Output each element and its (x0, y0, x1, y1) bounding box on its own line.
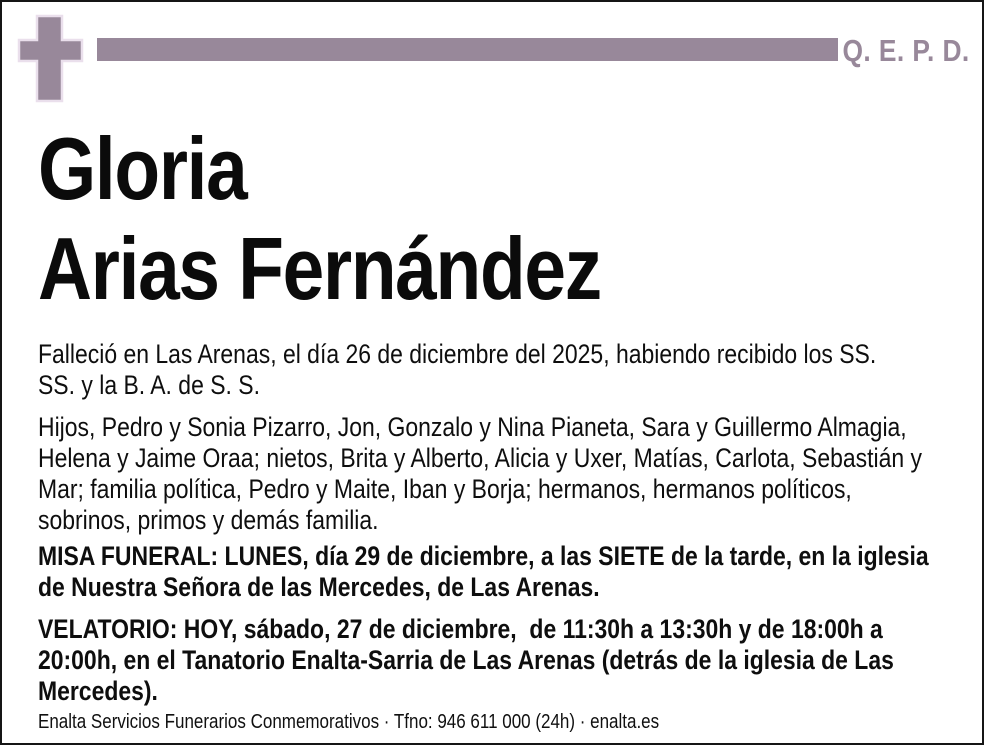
header-rule (97, 38, 838, 61)
funeral-home-footer: Enalta Servicios Funerarios Conmemorativos · Tfno: 946 611 000 (24h) · enalta.es (38, 711, 660, 733)
deceased-last-name: Arias Fernández (38, 219, 601, 318)
family-list: Hijos, Pedro y Sonia Pizarro, Jon, Gonzalo y Nina Pianeta, Sara y Guillermo Almagia, Helena y Jaime Oraa; nietos, Brita y Alberto, Alicia y Uxer, Matías, Carlota, Sebastián y Mar; familia política, Pedro y Maite, Iban y Borja; hermanos, hermanos políticos, sobrinos, primos y demás familia. (38, 412, 929, 535)
deceased-first-name: Gloria (38, 119, 247, 218)
wake-info: VELATORIO: HOY, sábado, 27 de diciembre, de 11:30h a 13:30h y de 18:00h a 20:00h, en el Tanatorio Enalta-Sarria de Las Arenas (detrás de la iglesia de Las Mercedes). (38, 614, 901, 706)
funeral-mass-info: MISA FUNERAL: LUNES, día 29 de diciembre, a las SIETE de la tarde, en la iglesia de Nuestra Señora de las Mercedes, de Las Arenas. (38, 541, 936, 602)
latin-cross-icon (0, 0, 110, 110)
qepd-label: Q. E. P. D. (842, 33, 970, 68)
death-announcement: Falleció en Las Arenas, el día 26 de diciembre del 2025, habiendo recibido los SS. SS. y la B. A. de S. S. (38, 339, 883, 400)
deceased-name (38, 119, 601, 319)
